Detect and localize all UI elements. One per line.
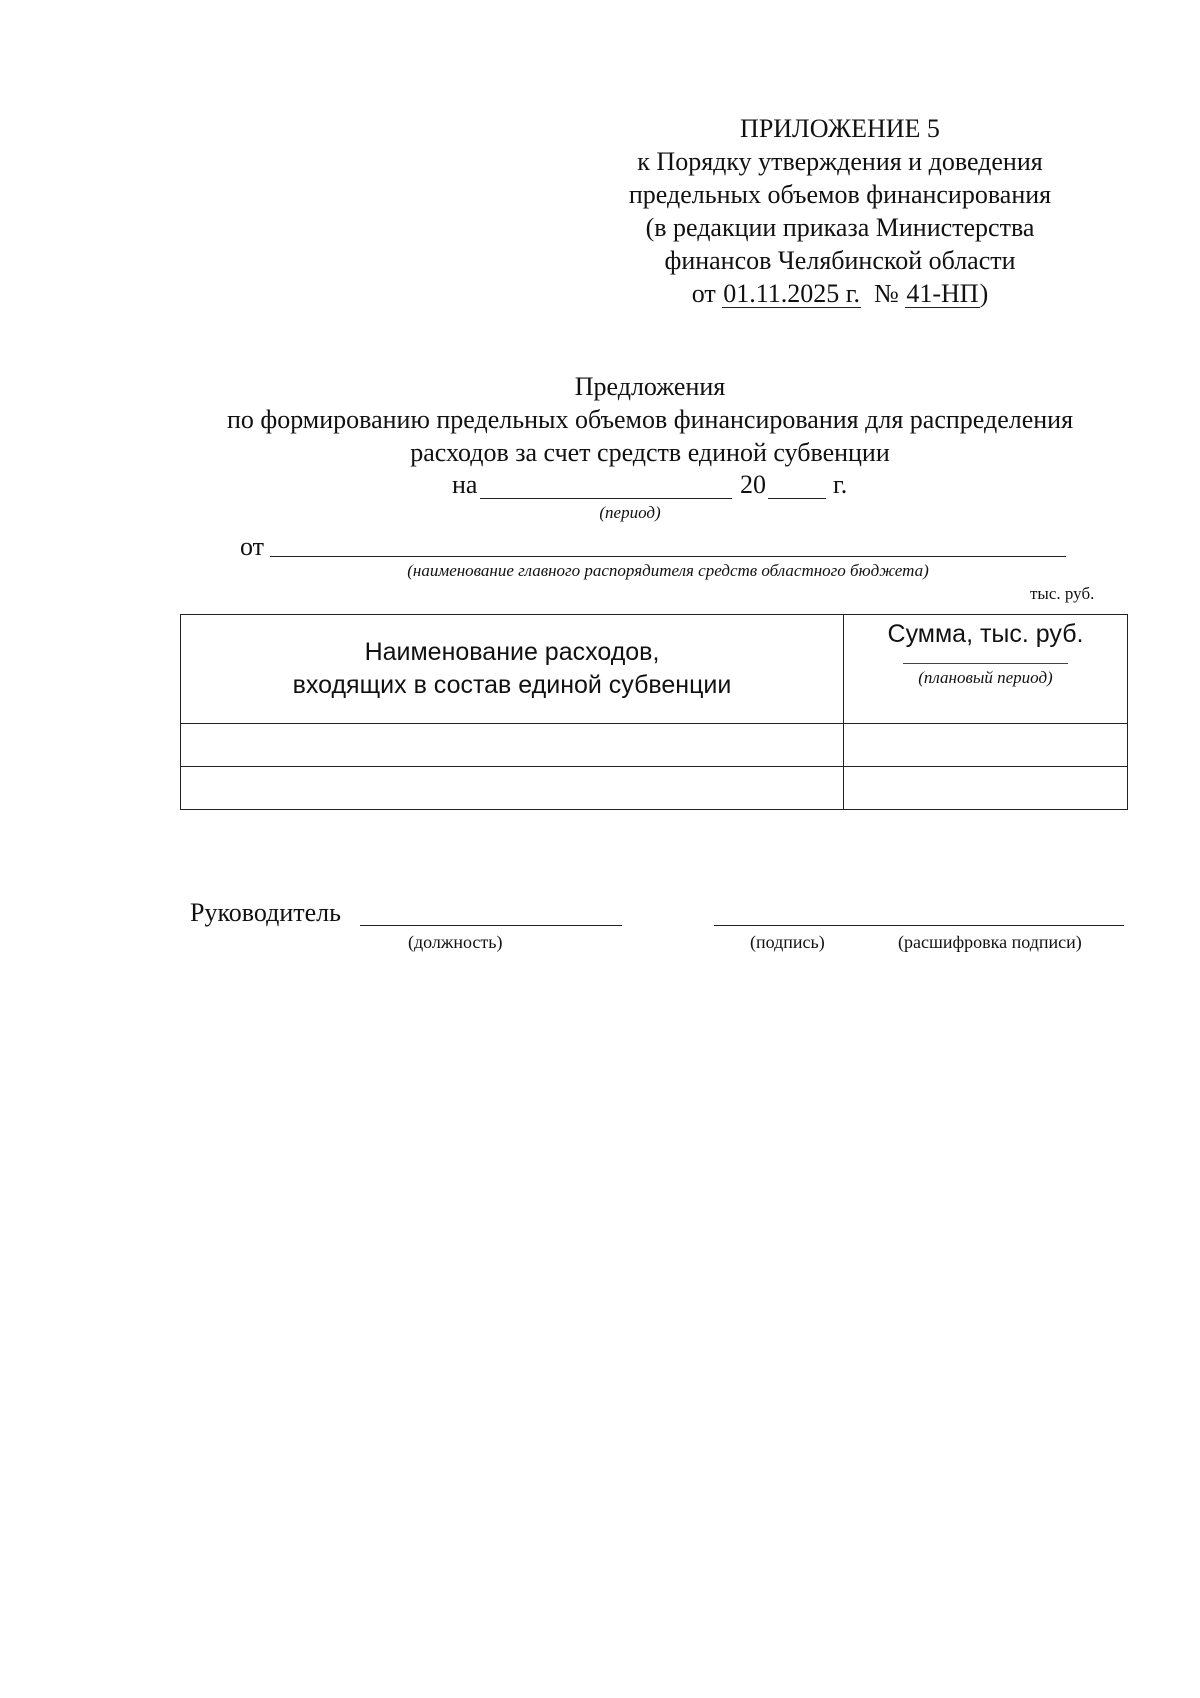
annex-line-3: (в редакции приказа Министерства (645, 213, 1035, 242)
annex-date-line (580, 277, 1100, 310)
table-cell-amount[interactable] (844, 724, 1128, 767)
col1-header (181, 615, 844, 724)
signature-caption: (подпись) (750, 932, 825, 952)
col2-header-title: Сумма, тыс. руб. (887, 620, 1084, 648)
signature-label: Руководитель (190, 898, 341, 927)
period-field[interactable] (480, 498, 732, 499)
year-field[interactable] (768, 498, 826, 499)
from-label: от (240, 532, 265, 561)
col2-header-field-line (903, 663, 1068, 664)
table-cell-amount[interactable] (844, 767, 1128, 810)
table-cell-name[interactable] (181, 767, 844, 810)
annex-number-prefix: № (874, 279, 899, 308)
units-label: тыс. руб. (1030, 584, 1095, 603)
table-row (181, 767, 1128, 810)
position-caption: (должность) (408, 932, 503, 952)
annex-date-prefix: от (691, 279, 716, 308)
annex-number: 41-НП (906, 279, 979, 308)
expenses-table (180, 614, 1128, 810)
from-field[interactable] (270, 556, 1066, 557)
title-line-1: по формированию предельных объемов финансирования для распределения (226, 405, 1074, 434)
table-header-row (181, 615, 1128, 724)
position-field[interactable] (360, 925, 622, 926)
table-row (181, 724, 1128, 767)
annex-block (580, 112, 1100, 310)
period-prefix: на (452, 470, 478, 499)
annex-line-1: к Порядку утверждения и доведения (637, 147, 1043, 176)
annex-closing: ) (979, 279, 989, 308)
from-caption: (наименование главного распорядителя средств областного бюджета) (407, 561, 929, 580)
year-suffix: г. (833, 470, 848, 499)
period-caption: (период) (599, 503, 661, 522)
col1-header-line2: входящих в состав единой субвенции (292, 671, 732, 699)
document-title (150, 370, 1150, 469)
title-line-2: расходов за счет средств единой субвенции (410, 438, 890, 467)
col2-header (844, 615, 1128, 724)
decoding-caption: (расшифровка подписи) (898, 932, 1082, 952)
col1-header-line1: Наименование расходов, (364, 638, 660, 666)
table-cell-name[interactable] (181, 724, 844, 767)
signature-field[interactable] (714, 925, 1124, 926)
year-prefix: 20 (740, 470, 766, 499)
title-heading: Предложения (574, 372, 726, 401)
col2-header-subcaption: (плановый период) (918, 668, 1053, 687)
annex-line-2: предельных объемов финансирования (628, 180, 1052, 209)
annex-heading: ПРИЛОЖЕНИЕ 5 (740, 114, 940, 143)
annex-date: 01.11.2025 г. (723, 279, 861, 308)
annex-line-4: финансов Челябинской области (664, 246, 1016, 275)
